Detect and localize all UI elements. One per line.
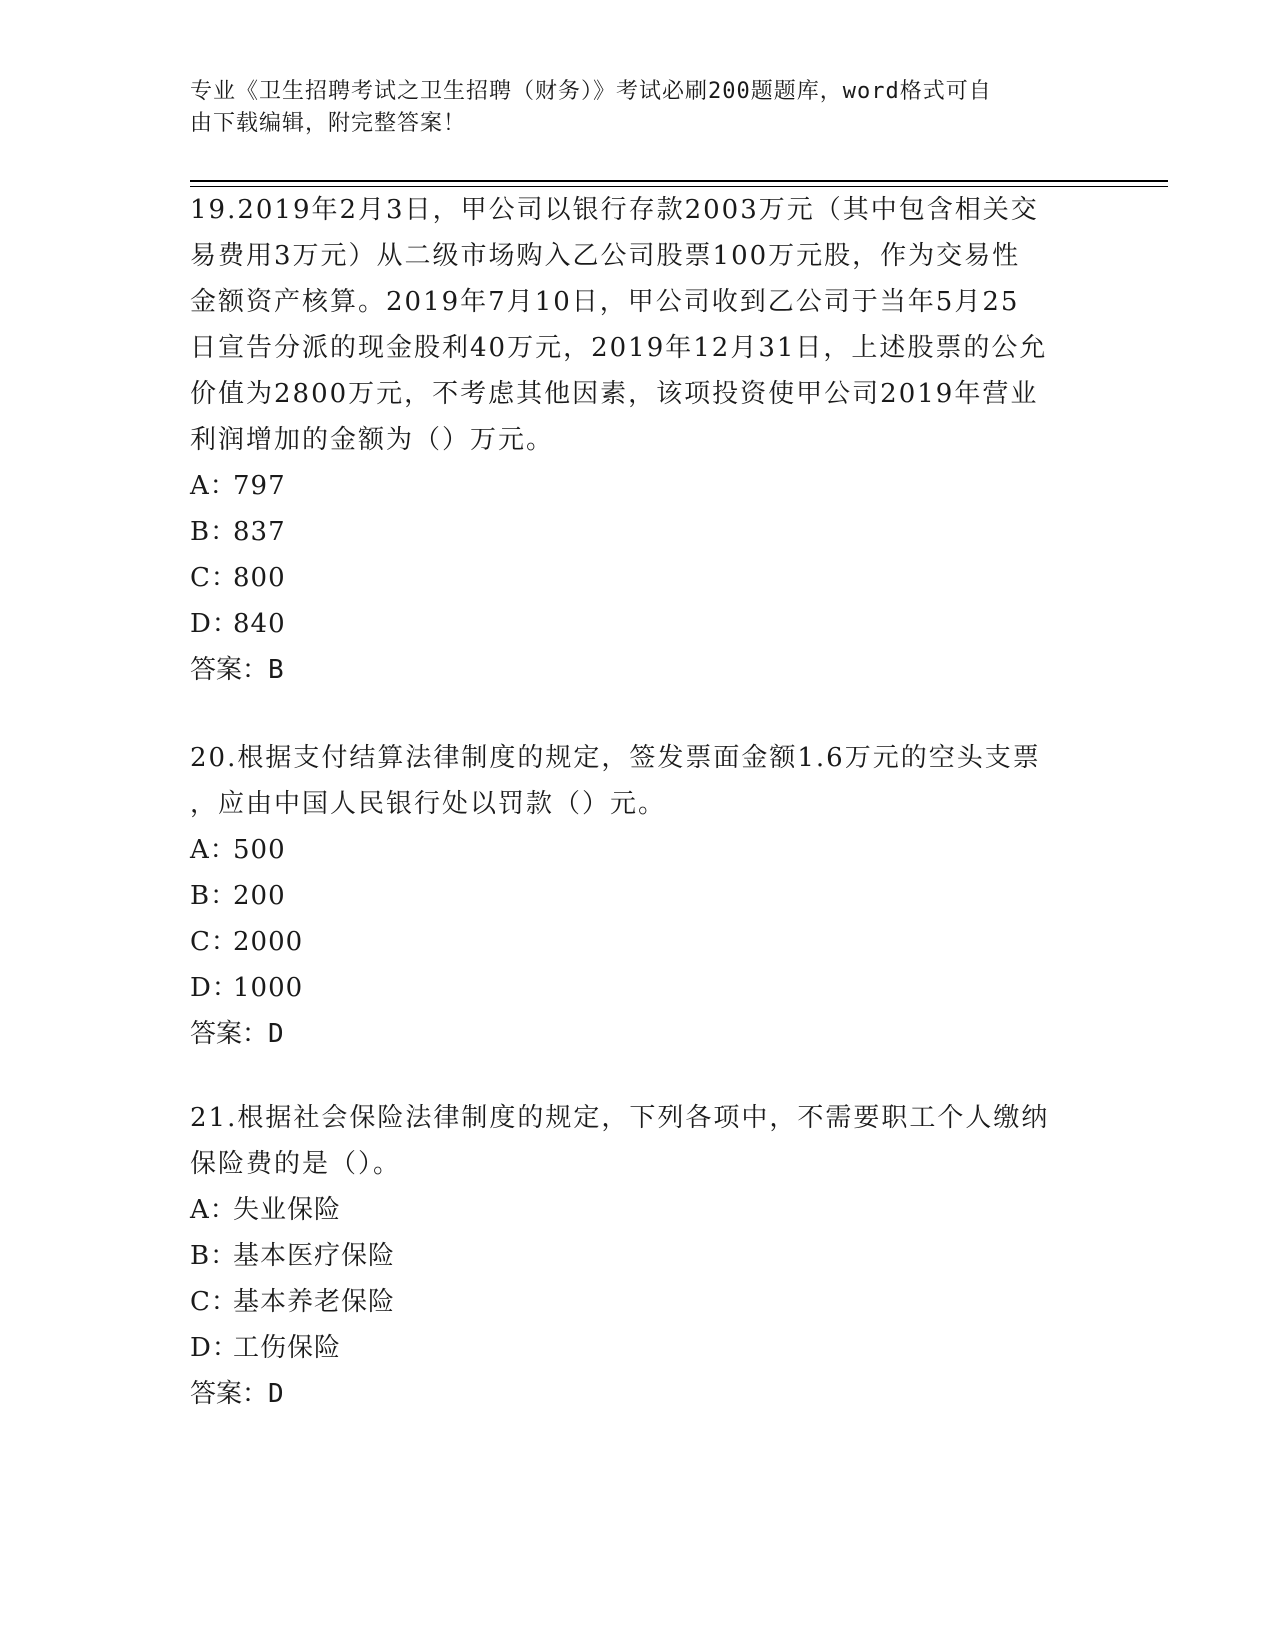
option-b [190,509,1090,555]
option-key: D： [190,973,239,1003]
option-a [190,827,1090,873]
option-key: A： [190,1195,237,1225]
option-key: B： [190,881,238,911]
option-value: 2000 [233,927,304,957]
question-line: 日宣告分派的现金股利40万元，2019年12月31日，上述股票的公允 [190,333,1048,363]
header-line-2: 由下载编辑，附完整答案！ [190,111,467,136]
option-key: B： [190,517,238,547]
option-value: 基本医疗保险 [233,1241,396,1271]
question-line: 21.根据社会保险法律制度的规定，下列各项中，不需要职工个人缴纳 [190,1103,1050,1133]
option-value: 500 [233,835,286,865]
option-key: C： [190,563,238,593]
option-d [190,965,1090,1011]
question-line: 金额资产核算。2019年7月10日，甲公司收到乙公司于当年5月25 [190,287,1020,317]
option-b [190,873,1090,919]
option-a [190,1187,1090,1233]
option-key: A： [190,471,237,501]
option-b [190,1233,1090,1279]
question-line: 价值为2800万元，不考虑其他因素，该项投资使甲公司2019年营业 [190,379,1039,409]
option-key: B： [190,1241,238,1271]
option-key: C： [190,927,238,957]
question-line: 19.2019年2月3日，甲公司以银行存款2003万元（其中包含相关交 [190,195,1039,225]
option-c [190,919,1090,965]
option-key: A： [190,835,237,865]
question-line: 保险费的是（）。 [190,1149,402,1179]
option-key: C： [190,1287,238,1317]
option-d [190,601,1090,647]
document-header [190,76,1070,140]
answer: 答案：D [190,1019,284,1049]
option-key: D： [190,1333,239,1363]
option-key: D： [190,609,239,639]
option-d [190,1325,1090,1371]
question-21 [190,1095,1090,1417]
answer: 答案：D [190,1379,284,1409]
question-20 [190,735,1090,1057]
question-line: ，应由中国人民银行处以罚款（）元。 [190,789,667,819]
option-value: 1000 [233,973,304,1003]
option-a [190,463,1090,509]
answer: 答案：B [190,655,284,685]
option-value: 800 [233,563,286,593]
question-19 [190,187,1090,693]
question-line: 利润增加的金额为（）万元。 [190,425,555,455]
header-line-1: 专业《卫生招聘考试之卫生招聘（财务）》考试必刷200题题库，word格式可自 [190,79,992,104]
option-value: 200 [233,881,286,911]
option-value: 工伤保险 [233,1333,342,1363]
option-c [190,555,1090,601]
option-value: 840 [233,609,286,639]
question-line: 易费用3万元）从二级市场购入乙公司股票100万元股，作为交易性 [190,241,1021,271]
question-line: 20.根据支付结算法律制度的规定，签发票面金额1.6万元的空头支票 [190,743,1041,773]
option-value: 797 [233,471,286,501]
option-value: 基本养老保险 [233,1287,396,1317]
option-value: 837 [233,517,286,547]
option-value: 失业保险 [233,1195,342,1225]
option-c [190,1279,1090,1325]
header-rule-thick [190,180,1168,182]
